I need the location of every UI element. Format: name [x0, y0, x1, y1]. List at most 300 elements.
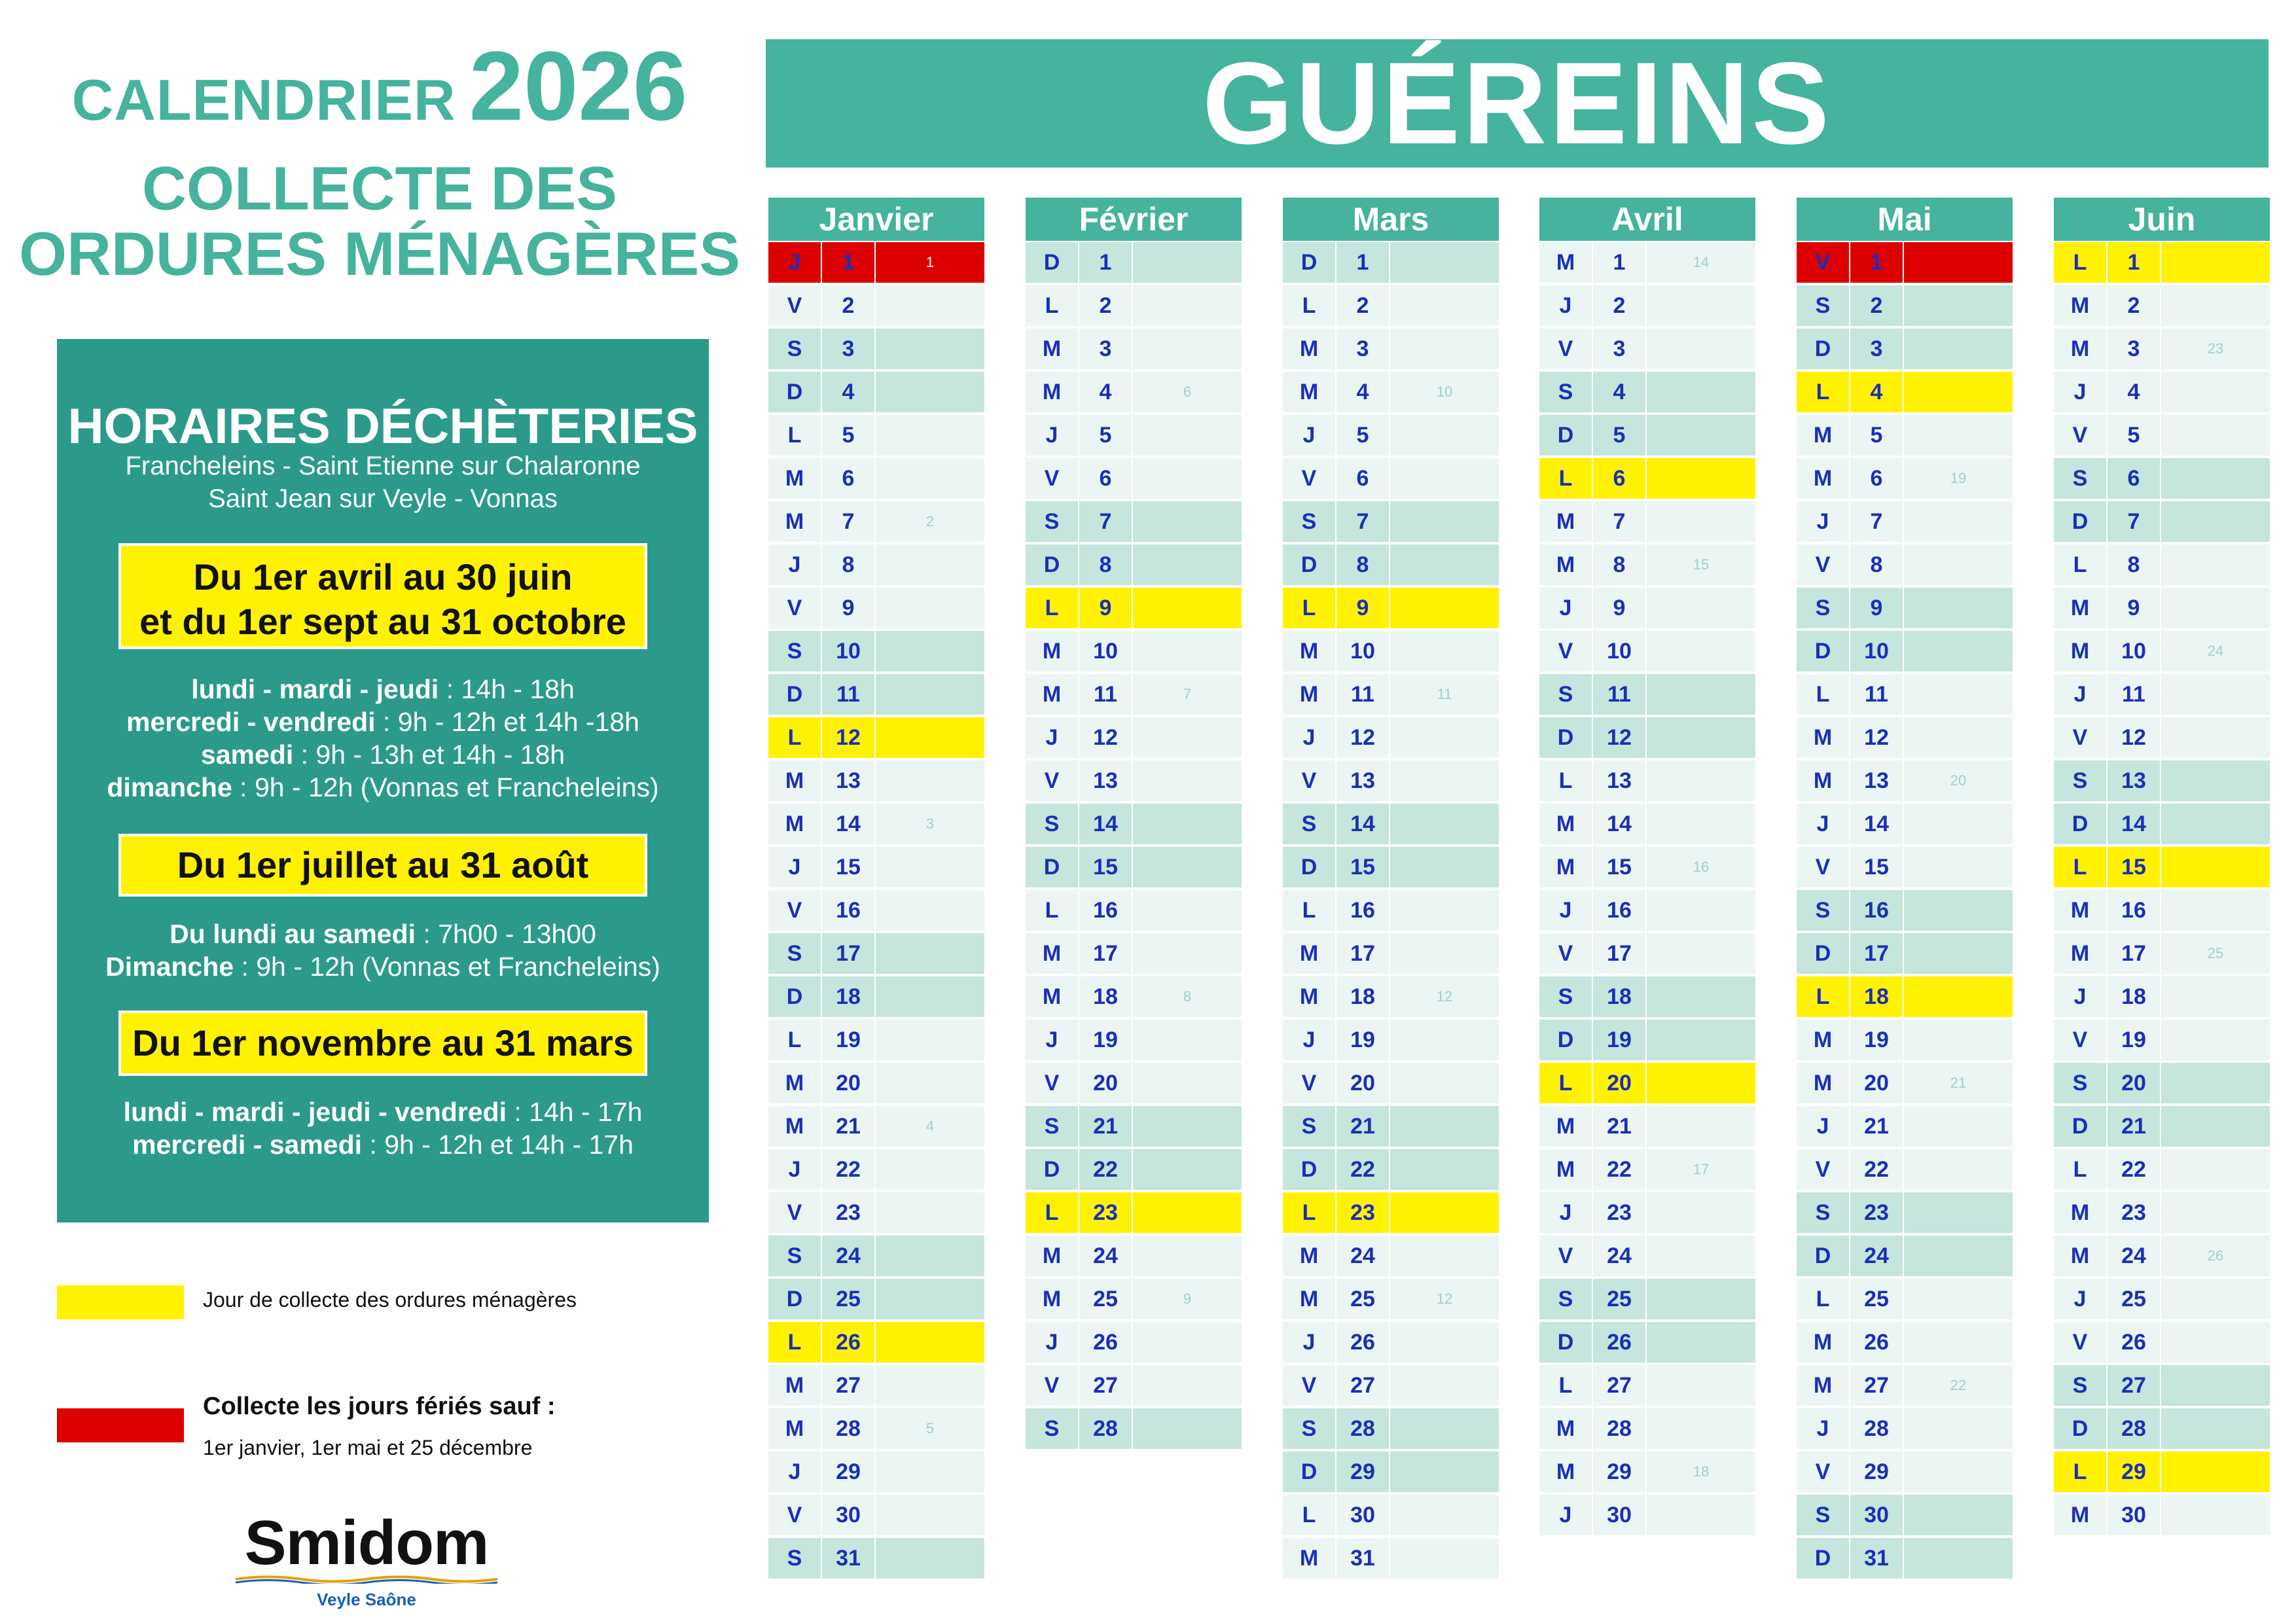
day-cell: [876, 329, 984, 369]
day-number: 27: [1864, 1373, 1889, 1398]
period-2-hours: [57, 918, 709, 983]
day-row: [2054, 1105, 2270, 1148]
day-number: 4: [2127, 380, 2140, 404]
day-cell: [2161, 1322, 2270, 1363]
day-cell: [1133, 1236, 1242, 1276]
day-row: [1797, 673, 2013, 716]
weekday-letter: D: [1300, 552, 1318, 577]
day-cell: [1390, 588, 1499, 628]
day-number: 25: [1093, 1287, 1118, 1311]
weekday-letter: S: [787, 336, 802, 361]
day-cell: [2161, 1365, 2270, 1406]
day-cell: [876, 458, 984, 499]
week-number: 12: [1436, 988, 1453, 1005]
day-row: [1539, 630, 1755, 673]
day-cell: [1390, 415, 1499, 455]
day-row: [1283, 1191, 1499, 1234]
logo-tagline: Veyle Saône: [317, 1590, 416, 1609]
day-number: 6: [1099, 466, 1112, 491]
day-cell: [876, 976, 984, 1017]
day-row: [2054, 1191, 2270, 1234]
day-row: [2054, 975, 2270, 1018]
day-cell: [1390, 1538, 1499, 1578]
weekday-letter: D: [1814, 336, 1831, 361]
day-number: 11: [1351, 682, 1374, 707]
day-cell: [1904, 1149, 2013, 1190]
holiday-legend-swatch: [57, 1408, 184, 1442]
day-number: 21: [836, 1114, 861, 1139]
day-number: 21: [1864, 1114, 1889, 1139]
day-row: [768, 630, 984, 673]
weekday-letter: M: [2070, 1200, 2090, 1225]
weekday-letter: M: [1556, 509, 1575, 534]
day-row: [1539, 1018, 1755, 1061]
week-number: 23: [2207, 340, 2224, 357]
day-number: 6: [1356, 466, 1369, 491]
day-cell: [876, 631, 984, 671]
day-number: 14: [1864, 812, 1889, 836]
day-cell: [1904, 804, 2013, 844]
day-cell: [876, 544, 984, 585]
day-number: 19: [1350, 1027, 1375, 1052]
weekday-letter: M: [2070, 898, 2090, 923]
day-number: 18: [2121, 984, 2146, 1009]
weekday-letter: J: [2073, 380, 2087, 404]
weekday-letter: M: [785, 509, 804, 534]
day-number: 25: [836, 1287, 861, 1311]
day-number: 26: [836, 1330, 861, 1355]
day-row: [1797, 932, 2013, 975]
day-cell: [2161, 1279, 2270, 1319]
day-number: 24: [2121, 1243, 2146, 1268]
day-cell: [1133, 329, 1242, 369]
weekday-letter: J: [1559, 293, 1572, 318]
weekday-letter: D: [1557, 1330, 1574, 1355]
weekday-letter: L: [1045, 898, 1059, 923]
day-row: [1283, 1321, 1499, 1364]
month-column: [1026, 198, 1242, 1450]
day-row: [1026, 1234, 1242, 1277]
day-number: 27: [836, 1373, 861, 1398]
day-cell: [1133, 242, 1242, 283]
day-number: 2: [1870, 293, 1883, 318]
day-row: [2054, 500, 2270, 543]
day-cell: [1133, 717, 1242, 758]
weekday-letter: L: [2073, 1157, 2087, 1182]
weekday-letter: V: [1044, 1373, 1060, 1398]
weekday-letter: M: [785, 812, 804, 836]
weekday-letter: V: [787, 596, 802, 620]
day-row: [768, 1234, 984, 1277]
day-row: [1283, 1148, 1499, 1191]
weekday-letter: V: [1815, 250, 1831, 275]
weekday-letter: J: [2073, 984, 2087, 1009]
day-row: [768, 1148, 984, 1191]
day-number: 3: [1613, 336, 1626, 361]
day-cell: [1390, 1236, 1499, 1276]
day-cell: [2161, 1452, 2270, 1492]
day-row: [768, 241, 984, 284]
day-number: 24: [836, 1243, 861, 1268]
day-number: 9: [1356, 596, 1369, 620]
day-row: [1539, 802, 1755, 846]
day-cell: [876, 1365, 984, 1406]
day-number: 20: [836, 1071, 861, 1096]
day-number: 4: [1099, 380, 1112, 404]
day-cell: [1133, 804, 1242, 844]
weekday-letter: D: [1043, 250, 1060, 275]
day-cell: [1133, 1020, 1242, 1060]
day-row: [1797, 1234, 2013, 1277]
day-number: 22: [1864, 1157, 1889, 1182]
weekday-letter: L: [1816, 984, 1830, 1009]
weekday-letter: M: [1042, 380, 1062, 404]
day-number: 13: [1864, 768, 1889, 793]
day-row: [1026, 1277, 1242, 1321]
day-cell: [876, 1452, 984, 1492]
day-cell: [1647, 1495, 1755, 1535]
month-days: [1539, 241, 1755, 1537]
day-number: 17: [1093, 941, 1118, 966]
day-number: 9: [1099, 596, 1112, 620]
day-number: 1: [1099, 250, 1112, 275]
day-row: [1283, 1407, 1499, 1450]
weekday-letter: M: [1556, 552, 1575, 577]
day-cell: [1647, 1408, 1755, 1449]
week-number: 7: [1183, 686, 1192, 702]
day-number: 15: [1093, 855, 1118, 880]
weekday-letter: D: [786, 380, 803, 404]
day-number: 8: [1356, 552, 1369, 577]
day-row: [1539, 1493, 1755, 1537]
weekday-letter: L: [787, 423, 802, 448]
day-row: [1797, 759, 2013, 802]
day-number: 2: [1099, 293, 1112, 318]
day-number: 23: [1093, 1200, 1118, 1225]
day-number: 15: [1864, 855, 1889, 880]
weekday-letter: J: [1816, 1114, 1829, 1139]
day-row: [768, 284, 984, 327]
weekday-letter: S: [1044, 1416, 1060, 1441]
day-cell: [1390, 285, 1499, 326]
day-number: 20: [1350, 1071, 1375, 1096]
day-number: 21: [2121, 1114, 2146, 1139]
week-number: 8: [1183, 988, 1192, 1005]
day-number: 9: [1613, 596, 1626, 620]
week-number: 12: [1436, 1291, 1453, 1307]
day-cell: [1904, 415, 2013, 455]
day-row: [1539, 1277, 1755, 1321]
weekday-letter: L: [2073, 855, 2087, 880]
week-number: 14: [1693, 254, 1710, 270]
day-number: 7: [1613, 509, 1626, 534]
day-number: 7: [842, 509, 855, 534]
day-number: 9: [1870, 596, 1883, 620]
weekday-letter: S: [2072, 1071, 2088, 1096]
month-days: [1797, 241, 2013, 1580]
day-row: [2054, 802, 2270, 846]
day-row: [1283, 414, 1499, 457]
day-number: 5: [1099, 423, 1112, 448]
day-cell: [2161, 1192, 2270, 1233]
day-row: [768, 457, 984, 500]
week-number: 4: [925, 1118, 935, 1134]
horaires-panel: [57, 339, 709, 1222]
day-row: [1539, 1450, 1755, 1493]
day-number: 8: [842, 552, 855, 577]
day-cell: [1133, 1106, 1242, 1147]
month-header: Février: [1026, 198, 1242, 241]
day-number: 25: [2121, 1287, 2146, 1311]
day-row: [1026, 500, 1242, 543]
day-number: 9: [2127, 596, 2140, 620]
weekday-letter: M: [1813, 1071, 1833, 1096]
day-row: [1539, 543, 1755, 586]
day-number: 15: [836, 855, 861, 880]
day-number: 8: [1099, 552, 1112, 577]
weekday-letter: M: [785, 1114, 804, 1139]
weekday-letter: D: [1300, 855, 1318, 880]
weekday-letter: V: [1558, 639, 1573, 664]
weekday-letter: M: [1556, 812, 1575, 836]
period-1-box: [118, 543, 647, 649]
day-row: [1283, 327, 1499, 370]
day-cell: [1390, 717, 1499, 758]
weekday-letter: L: [2073, 250, 2087, 275]
day-number: 16: [1350, 898, 1375, 923]
day-number: 29: [836, 1459, 861, 1484]
day-cell: [2161, 804, 2270, 844]
day-cell: [2161, 890, 2270, 931]
day-row: [1283, 975, 1499, 1018]
weekday-letter: J: [1559, 898, 1572, 923]
sites-line-1: Francheleins - Saint Etienne sur Chalaronne: [125, 452, 641, 480]
week-number: 15: [1693, 556, 1710, 573]
day-row: [1797, 1191, 2013, 1234]
weekday-letter: S: [1558, 984, 1573, 1009]
day-number: 11: [836, 682, 860, 707]
day-row: [2054, 889, 2270, 932]
weekday-letter: M: [1299, 1546, 1319, 1571]
day-number: 13: [1607, 768, 1632, 793]
day-cell: [876, 588, 984, 628]
day-row: [1283, 932, 1499, 975]
day-row: [1797, 327, 2013, 370]
weekday-letter: M: [1813, 1373, 1833, 1398]
weekday-letter: M: [1042, 336, 1062, 361]
day-cell: [1904, 1020, 2013, 1060]
day-cell: [1904, 1538, 2013, 1578]
month-days: [768, 241, 984, 1580]
day-cell: [1647, 415, 1755, 455]
day-row: [1283, 1105, 1499, 1148]
day-cell: [1133, 285, 1242, 326]
weekday-letter: J: [1302, 1027, 1316, 1052]
day-number: 4: [842, 380, 855, 404]
calendar-title: [0, 29, 759, 143]
day-cell: [1904, 847, 2013, 887]
subtitle-line-2: ORDURES MÉNAGÈRES: [18, 219, 741, 288]
week-number: 1: [925, 254, 935, 270]
day-number: 24: [1350, 1243, 1375, 1268]
day-cell: [1647, 1063, 1755, 1103]
month-days: [2054, 241, 2270, 1537]
day-cell: [876, 285, 984, 326]
day-number: 18: [836, 984, 861, 1009]
weekday-letter: M: [1299, 1287, 1319, 1311]
day-number: 3: [2127, 336, 2140, 361]
day-cell: [1390, 242, 1499, 283]
day-row: [2054, 1450, 2270, 1493]
weekday-letter: D: [1043, 1157, 1060, 1182]
weekday-letter: J: [1816, 812, 1829, 836]
day-number: 30: [2121, 1503, 2146, 1527]
day-number: 16: [1864, 898, 1889, 923]
day-number: 28: [1350, 1416, 1375, 1441]
month-column: [1797, 198, 2013, 1580]
weekday-letter: S: [1044, 509, 1060, 534]
day-number: 26: [1864, 1330, 1889, 1355]
weekday-letter: S: [2072, 1373, 2088, 1398]
day-cell: [1647, 458, 1755, 499]
weekday-letter: D: [2072, 509, 2089, 534]
day-row: [1283, 1234, 1499, 1277]
day-row: [1797, 1061, 2013, 1105]
day-number: 7: [1870, 509, 1883, 534]
weekday-letter: D: [786, 1287, 803, 1311]
day-cell: [1904, 285, 2013, 326]
day-row: [1797, 370, 2013, 414]
day-cell: [1904, 1236, 2013, 1276]
day-number: 3: [1356, 336, 1369, 361]
day-cell: [876, 847, 984, 887]
day-cell: [1390, 1452, 1499, 1492]
weekday-letter: M: [1556, 1459, 1575, 1484]
day-cell: [1133, 1322, 1242, 1363]
weekday-letter: M: [2070, 293, 2090, 318]
month-column: [2054, 198, 2270, 1537]
day-number: 16: [2121, 898, 2146, 923]
town-banner: GUÉREINS: [766, 39, 2269, 168]
weekday-letter: M: [1813, 768, 1833, 793]
day-number: 27: [1350, 1373, 1375, 1398]
period-1-line-1: Du 1er avril au 30 juin: [193, 556, 573, 597]
week-number: 24: [2207, 643, 2224, 659]
weekday-letter: J: [788, 1157, 801, 1182]
day-cell: [1390, 1495, 1499, 1535]
weekday-letter: M: [785, 1071, 804, 1096]
day-row: [768, 889, 984, 932]
weekday-letter: V: [1815, 855, 1831, 880]
weekday-letter: L: [2073, 1459, 2087, 1484]
day-number: 4: [1613, 380, 1626, 404]
day-row: [2054, 1321, 2270, 1364]
day-row: [1797, 1018, 2013, 1061]
day-number: 7: [2127, 509, 2140, 534]
day-cell: [2161, 285, 2270, 326]
day-number: 30: [836, 1503, 861, 1527]
day-number: 17: [2121, 941, 2146, 966]
day-row: [1026, 630, 1242, 673]
day-number: 8: [1870, 552, 1883, 577]
weekday-letter: M: [785, 466, 804, 491]
weekday-letter: V: [2072, 1330, 2088, 1355]
day-cell: [1390, 1063, 1499, 1103]
day-row: [1797, 846, 2013, 889]
day-cell: [1647, 804, 1755, 844]
weekday-letter: M: [1813, 466, 1833, 491]
weekday-letter: S: [1815, 596, 1831, 620]
week-number: 6: [1183, 383, 1192, 400]
weekday-letter: J: [1045, 1027, 1058, 1052]
day-row: [1797, 1105, 2013, 1148]
weekday-letter: D: [1557, 1027, 1574, 1052]
weekday-letter: M: [1299, 984, 1319, 1009]
day-number: 7: [1356, 509, 1369, 534]
weekday-letter: D: [1814, 1546, 1831, 1571]
day-row: [1539, 1407, 1755, 1450]
day-cell: [1647, 1365, 1755, 1406]
day-row: [768, 414, 984, 457]
period-1-hours: [57, 673, 709, 804]
weekday-letter: D: [1043, 552, 1060, 577]
day-cell: [1904, 933, 2013, 974]
weekday-letter: S: [2072, 466, 2088, 491]
weekday-letter: J: [1045, 423, 1058, 448]
day-row: [1539, 932, 1755, 975]
day-cell: [1390, 1192, 1499, 1233]
week-number: 20: [1950, 772, 1967, 789]
day-number: 17: [1864, 941, 1889, 966]
day-cell: [1904, 1192, 2013, 1233]
weekday-letter: M: [1299, 682, 1319, 707]
day-cell: [1904, 1495, 2013, 1535]
day-row: [768, 1105, 984, 1148]
day-cell: [1133, 415, 1242, 455]
day-cell: [876, 1020, 984, 1060]
day-number: 27: [1607, 1373, 1632, 1398]
day-number: 14: [1607, 812, 1632, 836]
day-cell: [1390, 458, 1499, 499]
day-number: 26: [1350, 1330, 1375, 1355]
day-row: [1539, 889, 1755, 932]
weekday-letter: J: [788, 1459, 801, 1484]
day-row: [1283, 1537, 1499, 1580]
day-number: 6: [1613, 466, 1626, 491]
day-cell: [1133, 1063, 1242, 1103]
day-number: 27: [1093, 1373, 1118, 1398]
day-number: 31: [836, 1546, 861, 1571]
day-row: [1283, 716, 1499, 759]
weekday-letter: M: [1556, 250, 1575, 275]
day-row: [768, 1493, 984, 1537]
day-row: [1539, 673, 1755, 716]
day-row: [1797, 1148, 2013, 1191]
day-cell: [1133, 1149, 1242, 1190]
weekday-letter: V: [1815, 1459, 1831, 1484]
day-cell: [1904, 890, 2013, 931]
day-row: [1797, 1407, 2013, 1450]
weekday-letter: V: [1044, 768, 1060, 793]
week-number: 17: [1693, 1161, 1710, 1177]
day-number: 23: [1607, 1200, 1632, 1225]
weekday-letter: V: [1301, 1373, 1317, 1398]
day-number: 10: [836, 639, 861, 664]
weekday-letter: M: [2070, 336, 2090, 361]
weekday-letter: M: [1299, 380, 1319, 404]
weekday-letter: D: [2072, 1416, 2089, 1441]
day-row: [1026, 975, 1242, 1018]
